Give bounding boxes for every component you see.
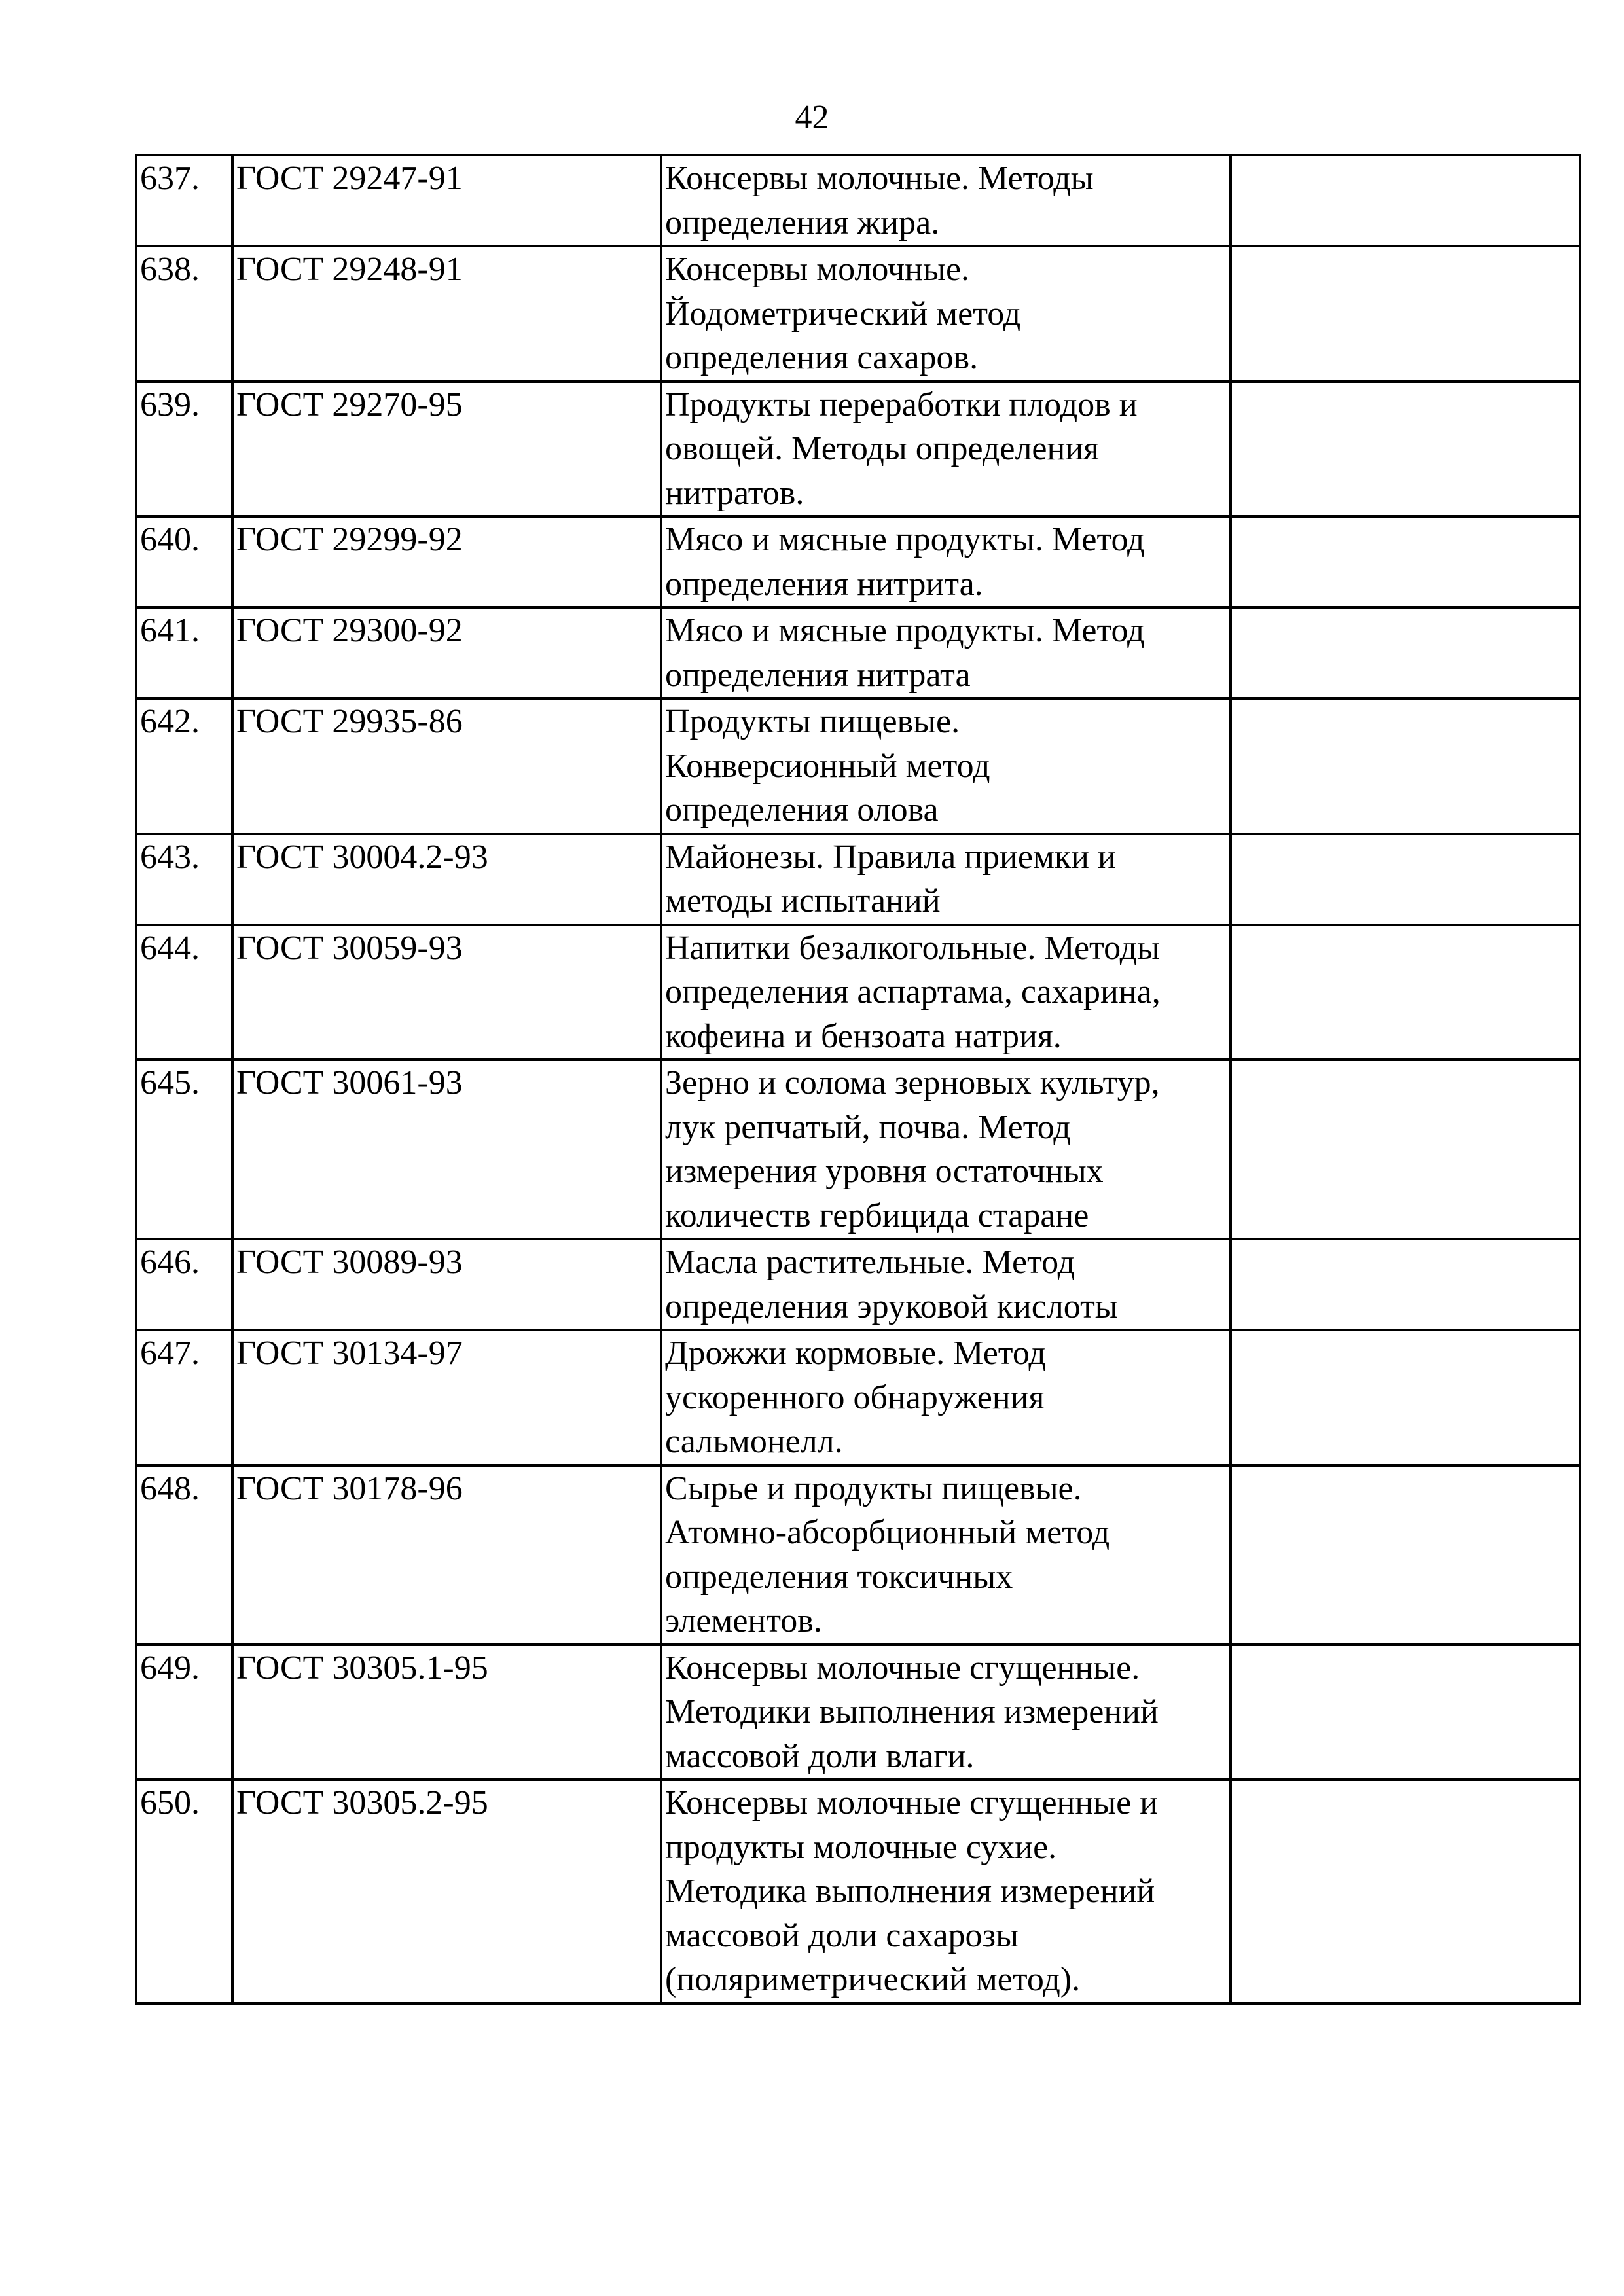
- standard-title-line: определения нитрата: [665, 656, 971, 694]
- row-number-cell: 638.: [136, 246, 232, 382]
- standard-title-line: продукты молочные сухие.: [665, 1828, 1057, 1866]
- standard-title-cell: [661, 925, 1231, 1060]
- row-number-cell: 648.: [136, 1465, 232, 1645]
- standard-code-cell: ГОСТ 29300-92: [232, 607, 661, 698]
- standard-title-cell: [661, 1330, 1231, 1465]
- row-number-cell: 642.: [136, 698, 232, 834]
- standard-title-cell: [661, 246, 1231, 382]
- row-number-cell: 641.: [136, 607, 232, 698]
- standard-code-cell: ГОСТ 30305.1-95: [232, 1645, 661, 1780]
- standards-table-body: [136, 155, 1580, 2003]
- standard-title-line: определения аспартама, сахарина,: [665, 973, 1161, 1011]
- standard-code-cell: ГОСТ 29248-91: [232, 246, 661, 382]
- note-cell: [1231, 925, 1580, 1060]
- standard-title-line: Атомно-абсорбционный метод: [665, 1514, 1110, 1551]
- standard-title-line: определения нитрита.: [665, 565, 983, 603]
- standard-title-line: Консервы молочные сгущенные и: [665, 1784, 1159, 1821]
- standard-title-line: определения жира.: [665, 204, 940, 242]
- row-number-cell: 646.: [136, 1239, 232, 1330]
- standard-title-cell: [661, 834, 1231, 925]
- row-number-cell: 644.: [136, 925, 232, 1060]
- standard-title-line: лук репчатый, почва. Метод: [665, 1108, 1071, 1146]
- standard-title-cell: [661, 155, 1231, 246]
- table-row: [136, 1465, 1580, 1645]
- table-row: [136, 382, 1580, 517]
- standard-title-line: ускоренного обнаружения: [665, 1378, 1045, 1416]
- standard-title-line: Конверсионный метод: [665, 747, 990, 785]
- table-row: [136, 1645, 1580, 1780]
- standard-code-cell: ГОСТ 29935-86: [232, 698, 661, 834]
- row-number-cell: 640.: [136, 516, 232, 607]
- standard-title-line: Продукты переработки плодов и: [665, 386, 1138, 423]
- note-cell: [1231, 1239, 1580, 1330]
- standard-title-line: Консервы молочные.: [665, 251, 970, 288]
- standard-title-line: Методики выполнения измерений: [665, 1693, 1159, 1731]
- standard-title-line: кофеина и бензоата натрия.: [665, 1017, 1062, 1055]
- standard-code-cell: ГОСТ 29247-91: [232, 155, 661, 246]
- note-cell: [1231, 382, 1580, 517]
- note-cell: [1231, 246, 1580, 382]
- table-row: [136, 607, 1580, 698]
- standard-title-cell: [661, 607, 1231, 698]
- table-row: [136, 925, 1580, 1060]
- standard-title-line: овощей. Методы определения: [665, 430, 1100, 467]
- standard-code-cell: ГОСТ 30178-96: [232, 1465, 661, 1645]
- table-row: [136, 1239, 1580, 1330]
- row-number-cell: 647.: [136, 1330, 232, 1465]
- page-number: 42: [795, 99, 829, 136]
- standard-title-line: Консервы молочные. Методы: [665, 160, 1094, 197]
- row-number-cell: 650.: [136, 1780, 232, 2003]
- table-row: [136, 1330, 1580, 1465]
- standard-code-cell: ГОСТ 30134-97: [232, 1330, 661, 1465]
- standard-code-cell: ГОСТ 30305.2-95: [232, 1780, 661, 2003]
- note-cell: [1231, 607, 1580, 698]
- standard-code-cell: ГОСТ 30061-93: [232, 1060, 661, 1239]
- standard-title-cell: [661, 516, 1231, 607]
- note-cell: [1231, 698, 1580, 834]
- standard-title-cell: [661, 1060, 1231, 1239]
- row-number-cell: 645.: [136, 1060, 232, 1239]
- standard-title-line: измерения уровня остаточных: [665, 1153, 1104, 1190]
- standard-title-line: Майонезы. Правила приемки и: [665, 838, 1116, 876]
- note-cell: [1231, 155, 1580, 246]
- standard-title-line: методы испытаний: [665, 882, 941, 920]
- table-row: [136, 1780, 1580, 2003]
- note-cell: [1231, 1060, 1580, 1239]
- standard-title-cell: [661, 1239, 1231, 1330]
- note-cell: [1231, 1465, 1580, 1645]
- standard-title-line: Масла растительные. Метод: [665, 1244, 1075, 1281]
- standard-title-line: Продукты пищевые.: [665, 703, 960, 740]
- standard-title-line: Консервы молочные сгущенные.: [665, 1649, 1140, 1687]
- standard-title-line: определения сахаров.: [665, 339, 979, 376]
- table-row: [136, 698, 1580, 834]
- note-cell: [1231, 834, 1580, 925]
- standard-code-cell: ГОСТ 30004.2-93: [232, 834, 661, 925]
- table-row: [136, 1060, 1580, 1239]
- standard-title-line: Сырье и продукты пищевые.: [665, 1469, 1082, 1507]
- note-cell: [1231, 1330, 1580, 1465]
- table-row: [136, 246, 1580, 382]
- standard-title-cell: [661, 698, 1231, 834]
- table-row: [136, 834, 1580, 925]
- standard-title-line: определения токсичных: [665, 1558, 1013, 1596]
- row-number-cell: 643.: [136, 834, 232, 925]
- standard-title-line: массовой доли влаги.: [665, 1737, 975, 1775]
- standard-title-line: сальмонелл.: [665, 1423, 843, 1460]
- standard-title-cell: [661, 1465, 1231, 1645]
- standard-title-line: Напитки безалкогольные. Методы: [665, 929, 1160, 967]
- standard-title-line: Мясо и мясные продукты. Метод: [665, 612, 1145, 649]
- standard-code-cell: ГОСТ 30089-93: [232, 1239, 661, 1330]
- standard-title-line: Дрожжи кормовые. Метод: [665, 1335, 1046, 1372]
- standard-title-line: Мясо и мясные продукты. Метод: [665, 521, 1145, 558]
- row-number-cell: 639.: [136, 382, 232, 517]
- standard-title-line: нитратов.: [665, 474, 804, 512]
- standard-title-cell: [661, 1780, 1231, 2003]
- standard-title-cell: [661, 382, 1231, 517]
- standard-title-line: определения эруковой кислоты: [665, 1287, 1118, 1325]
- row-number-cell: 649.: [136, 1645, 232, 1780]
- standard-title-cell: [661, 1645, 1231, 1780]
- standard-title-line: Зерно и солома зерновых культур,: [665, 1064, 1160, 1102]
- standard-title-line: количеств гербицида старане: [665, 1196, 1089, 1234]
- standard-title-line: элементов.: [665, 1602, 822, 1640]
- row-number-cell: 637.: [136, 155, 232, 246]
- standard-code-cell: ГОСТ 30059-93: [232, 925, 661, 1060]
- standard-title-line: массовой доли сахарозы: [665, 1916, 1019, 1954]
- table-row: [136, 155, 1580, 246]
- standard-title-line: Йодометрический метод: [665, 295, 1021, 332]
- note-cell: [1231, 1645, 1580, 1780]
- standards-table: [135, 154, 1581, 2005]
- table-row: [136, 516, 1580, 607]
- standard-code-cell: ГОСТ 29270-95: [232, 382, 661, 517]
- standard-title-line: определения олова: [665, 791, 939, 829]
- standard-title-line: (поляриметрический метод).: [665, 1961, 1081, 1998]
- standard-title-line: Методика выполнения измерений: [665, 1873, 1155, 1910]
- standard-code-cell: ГОСТ 29299-92: [232, 516, 661, 607]
- note-cell: [1231, 1780, 1580, 2003]
- note-cell: [1231, 516, 1580, 607]
